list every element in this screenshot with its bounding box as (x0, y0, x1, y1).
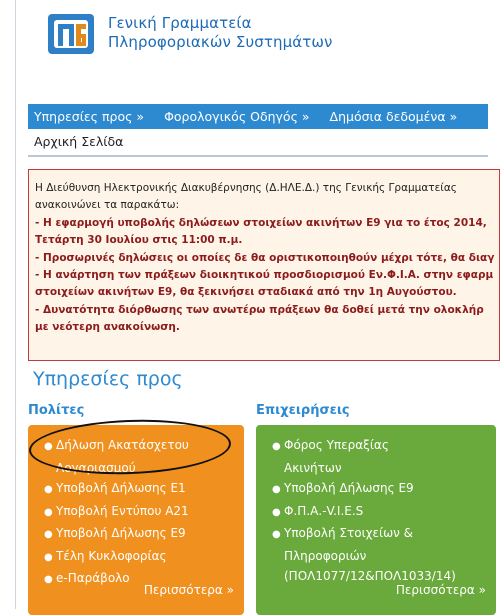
business-service-link[interactable]: ● Φ.Π.Α.-V.I.E.S (272, 503, 364, 518)
citizens-more-link[interactable]: Περισσότερα » (143, 583, 234, 597)
notice-line: με νεότερη ανακοίνωση. (35, 321, 180, 334)
notice-line: ανακοινώνει τα παρακάτω: (35, 199, 180, 212)
notice-line: - Δυνατότητα διόρθωσης των ανωτέρω πράξεων θα δοθεί μετά την ολοκλήρ (35, 303, 484, 316)
org-name[interactable] (108, 14, 332, 52)
citizen-service-link[interactable]: ● Υποβολή Εντύπου Α21 (44, 503, 189, 518)
business-services-box (256, 425, 496, 615)
nav-item-services[interactable]: Υπηρεσίες προς » (34, 109, 145, 124)
citizen-service-link[interactable]: ● e-Παράβολο (44, 571, 130, 585)
citizen-service-link[interactable]: ● Τέλη Κυκλοφορίας (44, 548, 167, 563)
notice-line: - Η ανάρτηση των πράξεων διοικητικού προσδιορισμού Εν.Φ.Ι.Α. στην εφαρμ (35, 269, 494, 282)
gsis-logo[interactable] (46, 10, 106, 58)
citizen-service-link[interactable]: ● Υποβολή Δήλωσης Ε1 (44, 481, 186, 495)
divider (28, 155, 488, 157)
announcement-box (28, 169, 500, 361)
notice-line: στοιχείων ακινήτων Ε9, θα ξεκινήσει σταδιακά από την 1η Αυγούστου. (35, 286, 457, 299)
org-name-line1: Γενική Γραμματεία (108, 14, 252, 32)
breadcrumb (34, 134, 123, 149)
citizen-service-link[interactable]: ● Δήλωση Ακατάσχετου Λογαριασμού (44, 438, 189, 475)
citizen-service-link[interactable]: ● Υποβολή Δήλωσης Ε9 (44, 526, 186, 540)
breadcrumb-home-link[interactable]: Αρχική Σελίδα (34, 134, 124, 149)
business-service-link[interactable]: ● Υποβολή Στοιχείων & Πληροφοριών (ΠΟΛ1077/12&ΠΟΛ1033/14) (272, 526, 456, 583)
business-service-link[interactable]: ● Υποβολή Δήλωσης Ε9 (272, 481, 414, 495)
notice-line: Η Διεύθυνση Ηλεκτρονικής Διακυβέρνησης (Δ.ΗΛΕ.Δ.) της Γενικής Γραμματείας (35, 182, 457, 194)
page (15, 0, 495, 609)
nav-item-tax-guide[interactable]: Φορολογικός Οδηγός » (164, 109, 310, 124)
org-name-line2: Πληροφοριακών Συστημάτων (108, 33, 333, 51)
business-more-link[interactable]: Περισσότερα » (395, 583, 486, 597)
citizens-heading[interactable]: Πολίτες (28, 403, 85, 418)
business-services-list (272, 435, 456, 587)
services-heading: Υπηρεσίες προς (33, 368, 183, 390)
business-service-link[interactable]: ● Φόρος Υπεραξίας Ακινήτων (272, 438, 389, 475)
main-nav (28, 104, 488, 129)
business-heading[interactable]: Επιχειρήσεις (256, 403, 350, 418)
notice-line: Τετάρτη 30 Ιουλίου στις 11:00 π.μ. (35, 234, 243, 247)
notice-line: - Προσωρινές δηλώσεις οι οποίες δε θα οριστικοποιηθούν μέχρι τότε, θα διαγ (35, 251, 495, 264)
nav-item-public-data[interactable]: Δημόσια δεδομένα » (329, 109, 458, 124)
notice-line: - Η εφαρμογή υποβολής δηλώσεων στοιχείων ακινήτων Ε9 για το έτος 2014, (35, 216, 487, 229)
